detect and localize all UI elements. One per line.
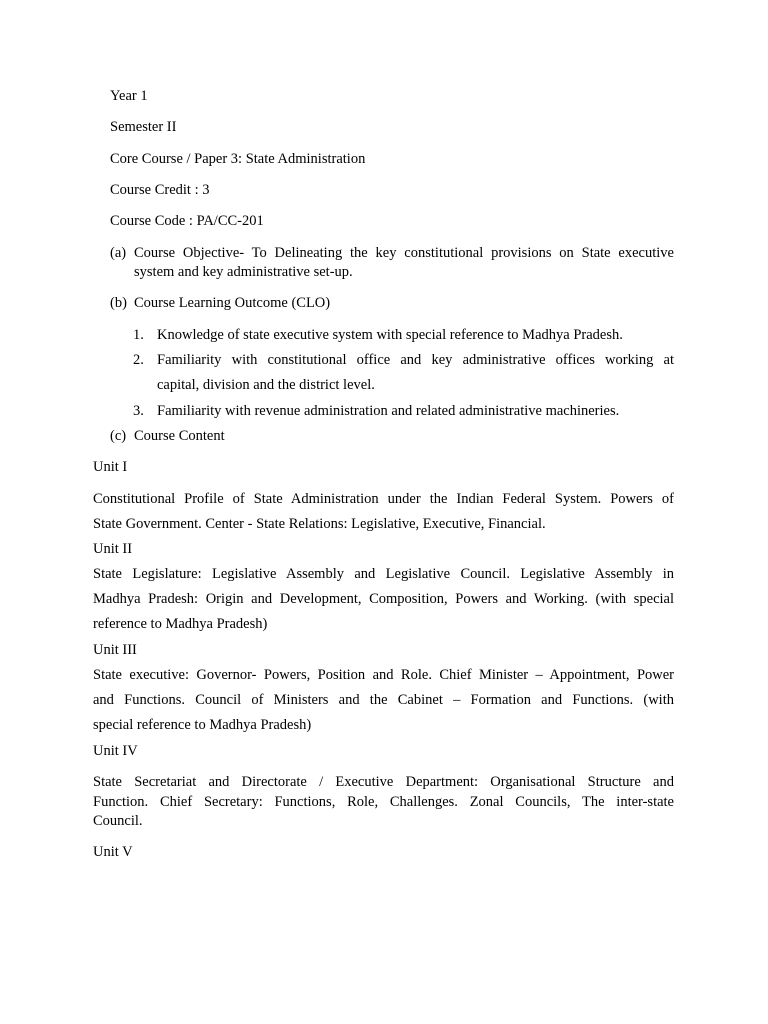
clo-item-1-text: Knowledge of state executive system with special reference to Madhya Pradesh. bbox=[157, 327, 623, 343]
course-content-heading: Course Content bbox=[134, 428, 225, 444]
course-code-label: Course Code : PA/CC-201 bbox=[110, 213, 264, 229]
unit-3-title: Unit III bbox=[93, 642, 137, 658]
unit-2-line-1: State Legislature: Legislative Assembly and Legislative Council. Legislative Assembly in bbox=[93, 566, 674, 582]
core-course-label: Core Course / Paper 3: State Administration bbox=[110, 151, 366, 167]
unit-3-line-3: special reference to Madhya Pradesh) bbox=[93, 717, 312, 733]
unit-4-body bbox=[93, 773, 674, 832]
unit-5-title: Unit V bbox=[93, 844, 133, 860]
unit-1-line-2: State Government. Center - State Relations: Legislative, Executive, Financial. bbox=[93, 516, 546, 532]
course-objective-line-2: system and key administrative set-up. bbox=[134, 264, 353, 280]
unit-4-line-2: Function. Chief Secretary: Functions, Role, Challenges. Zonal Councils, The inter-state bbox=[93, 793, 674, 810]
clo-item-3-text: Familiarity with revenue administration and related administrative machineries. bbox=[157, 403, 620, 419]
unit-1-title: Unit I bbox=[93, 459, 128, 475]
unit-3-body bbox=[93, 666, 674, 741]
year-label: Year 1 bbox=[110, 88, 148, 104]
clo-item-2-text-line-2: capital, division and the district level. bbox=[157, 377, 375, 393]
unit-3-line-1: State executive: Governor- Powers, Position and Role. Chief Minister – Appointment, Power bbox=[93, 667, 674, 683]
section-b-marker: (b) bbox=[110, 295, 127, 311]
clo-heading: Course Learning Outcome (CLO) bbox=[134, 295, 331, 311]
clo-item-2-text-line-1: Familiarity with constitutional office and key administrative offices working at bbox=[157, 352, 674, 368]
unit-4-line-3: Council. bbox=[93, 813, 143, 829]
section-c-marker: (c) bbox=[110, 428, 127, 444]
course-credit-label: Course Credit : 3 bbox=[110, 182, 210, 198]
unit-2-title: Unit II bbox=[93, 541, 133, 557]
unit-2-line-2: Madhya Pradesh: Origin and Development, Composition, Powers and Working. (with special bbox=[93, 591, 674, 607]
semester-label: Semester II bbox=[110, 119, 177, 135]
unit-4-title: Unit IV bbox=[93, 743, 138, 759]
clo-item-1-number: 1. bbox=[133, 327, 144, 343]
unit-4-line-1: State Secretariat and Directorate / Executive Department: Organisational Structure and bbox=[93, 774, 674, 790]
unit-1-line-1: Constitutional Profile of State Administration under the Indian Federal System. Powers of bbox=[93, 491, 674, 507]
clo-item-2-number: 2. bbox=[133, 352, 144, 368]
unit-3-line-2: and Functions. Council of Ministers and the Cabinet – Formation and Functions. (with bbox=[93, 692, 674, 708]
clo-item-3-number: 3. bbox=[133, 403, 144, 419]
course-objective-line-1: Course Objective- To Delineating the key constitutional provisions on State executive bbox=[134, 245, 674, 261]
section-a-marker: (a) bbox=[110, 245, 127, 261]
unit-1-body bbox=[93, 490, 674, 540]
unit-2-body bbox=[93, 565, 674, 640]
unit-2-line-3: reference to Madhya Pradesh) bbox=[93, 616, 268, 632]
